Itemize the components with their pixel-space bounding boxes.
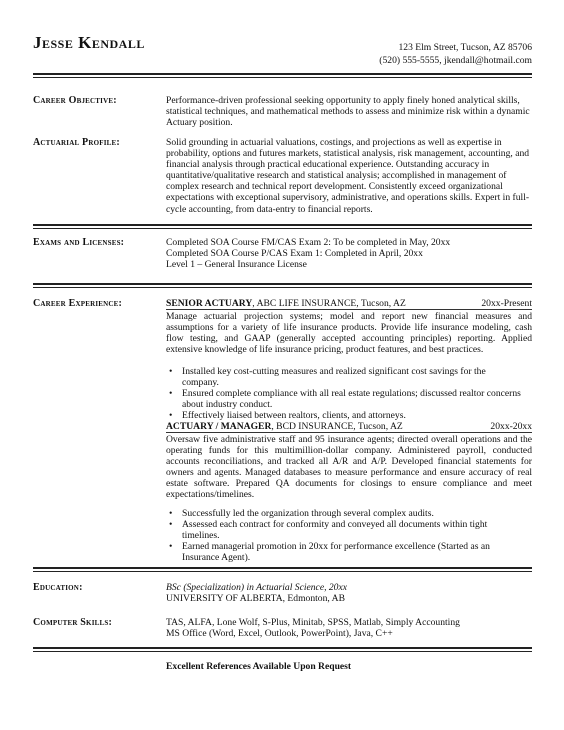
education-block (166, 582, 532, 604)
list-item: • Effectively liaised between realtors, clients, and attorneys. (169, 410, 406, 422)
job-description: Oversaw five administrative staff and 95 insurance agents; directed overall operations and the operating funds for this multimillion-dollar company. Administered payroll, conducted accounts reconciliations, and tracked all A/R and A/P. Developed financial statements for owners and agents. Managed databases to measure performance and ensure accuracy of real estate software. Prepared QA documents for closings to ensure compliance and meet expectations/timelines. (166, 434, 532, 501)
education-label: Education: (33, 582, 83, 593)
list-item: • Ensured complete compliance with all real estate regulations; discussed realtor concerns about industry conduct. (169, 388, 521, 411)
address: 123 Elm Street, Tucson, AZ 85706 (398, 42, 532, 53)
job-dates: 20xx-20xx (490, 421, 532, 432)
job-title: SENIOR ACTUARY (166, 298, 253, 309)
section-divider (33, 567, 532, 572)
profile-label: Actuarial Profile: (33, 137, 120, 148)
exam-line: Level 1 – General Insurance License (166, 259, 307, 271)
job-company: , BCD INSURANCE, Tucson, AZ (271, 421, 403, 432)
job-header (166, 421, 532, 433)
section-divider (33, 224, 532, 229)
job-company: , ABC LIFE INSURANCE, Tucson, AZ (252, 298, 406, 309)
section-divider (33, 283, 532, 288)
list-item: • Installed key cost-cutting measures and realized significant cost savings for the company. (169, 366, 486, 389)
list-item: • Earned managerial promotion in 20xx for performance excellence (Started as an Insurance Agent). (169, 541, 490, 564)
phone-email: (520) 555-5555, jkendall@hotmail.com (379, 55, 532, 66)
bullet-icon: • (169, 519, 173, 531)
skills-line: MS Office (Word, Excel, Outlook, PowerPoint), Java, C++ (166, 628, 393, 640)
list-item: • Assessed each contract for conformity and conveyed all documents within tight timelines. (169, 519, 488, 542)
bullet-icon: • (169, 410, 173, 422)
education-school: UNIVERSITY OF ALBERTA, Edmonton, AB (166, 593, 345, 605)
job-bullets (166, 366, 524, 421)
exam-line: Completed SOA Course FM/CAS Exam 2: To be completed in May, 20xx (166, 237, 451, 248)
skills-block (166, 617, 532, 639)
exam-line: Completed SOA Course P/CAS Exam 1: Completed in April, 20xx (166, 248, 423, 260)
job-title-line (166, 298, 406, 309)
candidate-name: Jesse Kendall (33, 33, 145, 52)
job-bullets (166, 508, 524, 563)
job-title: ACTUARY / MANAGER (166, 421, 272, 432)
header-divider (33, 73, 532, 78)
skills-line: TAS, ALFA, Lone Wolf, S-Plus, Minitab, SPSS, Matlab, Simply Accounting (166, 617, 460, 628)
profile-text: Solid grounding in actuarial valuations, costings, and projections as well as expertise in probability, options and futures markets, statistical analysis, risk management, accounting, and financial analysis through practical educational experience. Outstanding accuracy in quantitative/qualitative research and statistical analysis; accomplished in management of complex research and technical report development. Consistently exceed organizational expectations with exceptional supervisory, administrative, and operations skills. Expert in full-cycle accounting, from data-entry to financial reports. (166, 137, 530, 215)
objective-text: Performance-driven professional seeking opportunity to apply finely honed analytical skills, statistical techniques, and mathematical methods to assess and minimize risk within a dynamic Actuary position. (166, 95, 530, 129)
exams-label: Exams and Licenses: (33, 237, 125, 248)
experience-label: Career Experience: (33, 298, 123, 309)
bullet-icon: • (169, 366, 173, 377)
bullet-icon: • (169, 508, 173, 519)
footer-divider (33, 647, 532, 652)
exams-list (166, 237, 532, 270)
job-header (166, 298, 532, 310)
bullet-icon: • (169, 388, 173, 400)
job-title-line (166, 421, 403, 432)
contact-block (379, 41, 532, 67)
job-dates: 20xx-Present (481, 298, 532, 309)
references-note: Excellent References Available Upon Request (166, 661, 352, 672)
skills-label: Computer Skills: (33, 617, 112, 628)
bullet-icon: • (169, 541, 173, 553)
objective-label: Career Objective: (33, 95, 117, 106)
education-degree: BSc (Specialization) in Actuarial Science, 20xx (166, 582, 347, 593)
list-item: • Successfully led the organization through several complex audits. (169, 508, 434, 519)
job-description: Manage actuarial projection systems; model and report new financial measures and assumptions for a variety of life insurance products. Provide life insurance modeling, cash flow testing, and GAAP (generally accepted accounting principles) reporting. Applied extensive knowledge of life insurance pricing, product features, and best practices. (166, 311, 532, 356)
